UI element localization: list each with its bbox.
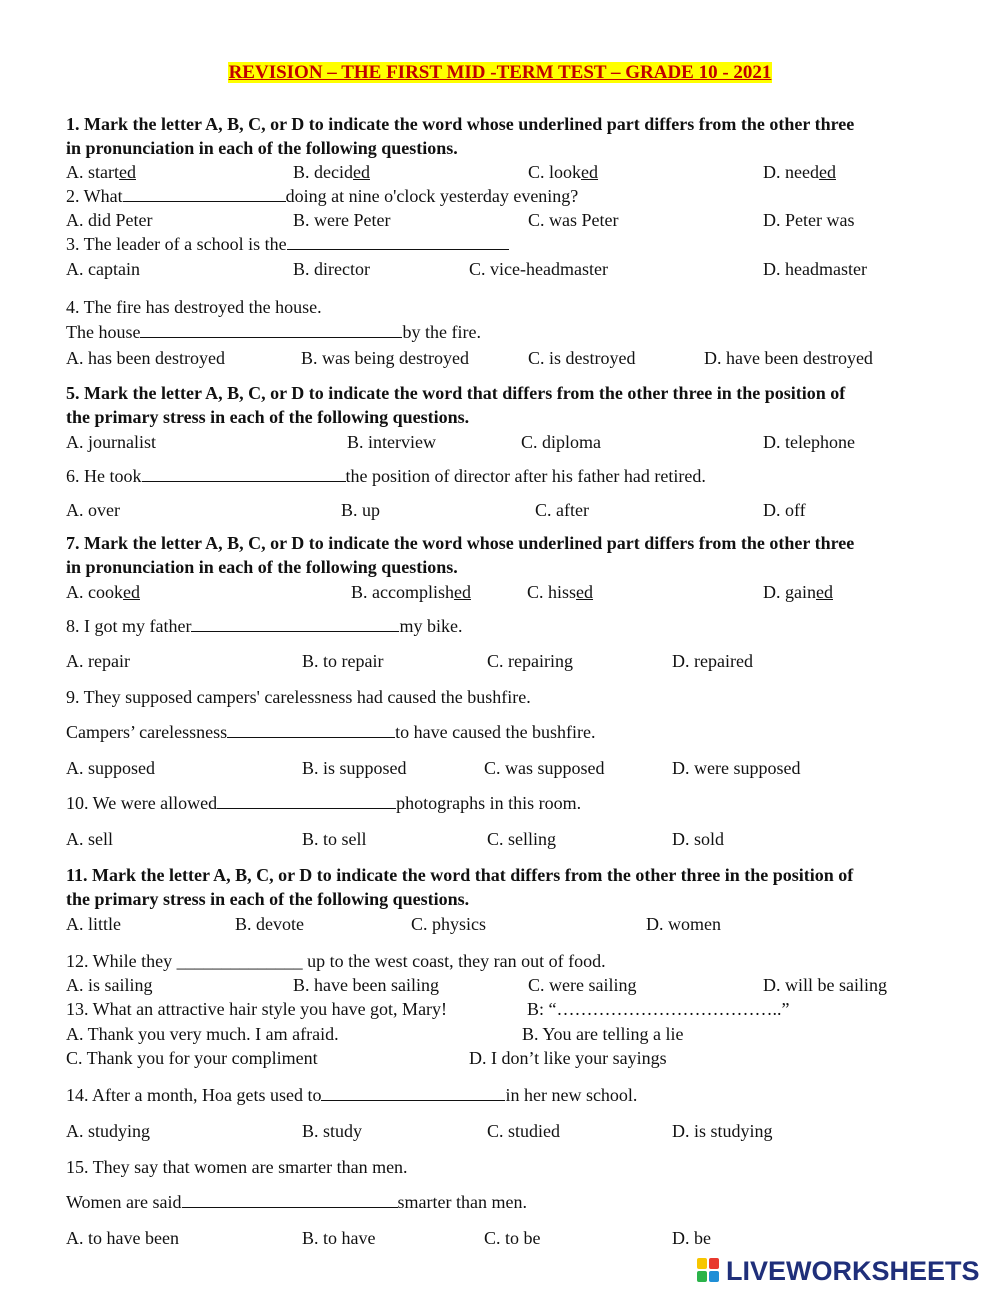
q9-option-a[interactable]: A. supposed — [66, 758, 155, 778]
q12-option-b[interactable]: B. have been sailing — [293, 975, 439, 995]
q7-option-c[interactable]: C. hissed — [527, 582, 594, 602]
q1-instruction-line-2: in pronunciation in each of the following questions. — [66, 138, 458, 158]
q7-instruction-line-1: 7. Mark the letter A, B, C, or D to indicate the word whose underlined part differs from the other three — [66, 533, 855, 553]
q14-option-a[interactable]: A. studying — [66, 1121, 151, 1141]
q9-blank[interactable] — [227, 721, 395, 738]
q7-option-d[interactable]: D. gained — [763, 582, 833, 602]
q9-option-b[interactable]: B. is supposed — [302, 758, 407, 778]
q3-option-a[interactable]: A. captain — [66, 259, 140, 279]
q10-option-d[interactable]: D. sold — [672, 829, 725, 849]
q6-option-c[interactable]: C. after — [535, 500, 589, 520]
q5-option-a[interactable]: A. journalist — [66, 432, 156, 452]
q4-option-b[interactable]: B. was being destroyed — [301, 348, 469, 368]
q11-instruction-line-2: the primary stress in each of the following questions. — [66, 889, 470, 909]
q4-option-d[interactable]: D. have been destroyed — [704, 348, 873, 368]
q11-option-b[interactable]: B. devote — [235, 914, 304, 934]
q5-option-c[interactable]: C. diploma — [521, 432, 601, 452]
q2-blank[interactable] — [123, 185, 286, 202]
q3-option-b[interactable]: B. director — [293, 259, 370, 279]
q8-blank[interactable] — [191, 615, 399, 632]
q6-blank[interactable] — [142, 465, 346, 482]
q15-question: Women are said smarter than men. — [66, 1192, 527, 1212]
q7-option-b[interactable]: B. accomplished — [351, 582, 471, 602]
q7-instruction-line-2: in pronunciation in each of the following questions. — [66, 557, 458, 577]
q2-question: 2. What doing at nine o'clock yesterday evening? — [66, 186, 579, 206]
q14-option-b[interactable]: B. study — [302, 1121, 363, 1141]
q5-instruction-line-1: 5. Mark the letter A, B, C, or D to indicate the word that differs from the other three in the position of — [66, 383, 846, 403]
q10-question: 10. We were allowed photographs in this room. — [66, 793, 582, 813]
q11-option-a[interactable]: A. little — [66, 914, 121, 934]
q15-blank[interactable] — [182, 1191, 398, 1208]
q8-option-b[interactable]: B. to repair — [302, 651, 384, 671]
q6-option-a[interactable]: A. over — [66, 500, 120, 520]
q12-blank[interactable]: ______________ — [176, 951, 303, 971]
q2-option-c[interactable]: C. was Peter — [528, 210, 619, 230]
q10-blank[interactable] — [217, 792, 396, 809]
q9-option-d[interactable]: D. were supposed — [672, 758, 801, 778]
q2-option-b[interactable]: B. were Peter — [293, 210, 391, 230]
q11-option-d[interactable]: D. women — [646, 914, 721, 934]
q5-option-b[interactable]: B. interview — [347, 432, 436, 452]
q4-option-a[interactable]: A. has been destroyed — [66, 348, 225, 368]
q11-instruction-line-1: 11. Mark the letter A, B, C, or D to indicate the word that differs from the other three in the position of — [66, 865, 854, 885]
q13-option-b[interactable]: B. You are telling a lie — [522, 1024, 684, 1044]
q13-option-d[interactable]: D. I don’t like your sayings — [469, 1048, 667, 1068]
q14-blank[interactable] — [321, 1084, 505, 1101]
q10-option-c[interactable]: C. selling — [487, 829, 557, 849]
q10-option-b[interactable]: B. to sell — [302, 829, 367, 849]
q13-option-a[interactable]: A. Thank you very much. I am afraid. — [66, 1024, 339, 1044]
q6-question: 6. He took the position of director after his father had retired. — [66, 466, 706, 486]
q9-sentence: 9. They supposed campers' carelessness had caused the bushfire. — [66, 687, 531, 707]
q12-question: 12. While they ______________ up to the west coast, they ran out of food. — [66, 951, 606, 971]
q6-option-d[interactable]: D. off — [763, 500, 806, 520]
q8-question: 8. I got my father my bike. — [66, 616, 463, 636]
q15-option-c[interactable]: C. to be — [484, 1228, 541, 1248]
q4-sentence: 4. The fire has destroyed the house. — [66, 297, 322, 317]
q14-option-c[interactable]: C. studied — [487, 1121, 561, 1141]
q2-option-a[interactable]: A. did Peter — [66, 210, 153, 230]
q4-blank[interactable] — [140, 321, 402, 338]
q12-option-a[interactable]: A. is sailing — [66, 975, 153, 995]
q15-option-d[interactable]: D. be — [672, 1228, 711, 1248]
q4-option-c[interactable]: C. is destroyed — [528, 348, 636, 368]
q15-option-b[interactable]: B. to have — [302, 1228, 376, 1248]
q12-option-c[interactable]: C. were sailing — [528, 975, 637, 995]
page-title — [0, 61, 1000, 85]
q8-option-c[interactable]: C. repairing — [487, 651, 573, 671]
liveworksheets-logo-text: LIVEWORKSHEETS — [726, 1255, 980, 1286]
q5-option-d[interactable]: D. telephone — [763, 432, 855, 452]
q13-reply: B: “………………………………..” — [527, 999, 790, 1019]
q3-option-d[interactable]: D. headmaster — [763, 259, 867, 279]
q1-option-b[interactable]: B. decided — [293, 162, 370, 182]
liveworksheets-logo — [697, 1256, 980, 1286]
q9-question: Campers’ carelessness to have caused the bushfire. — [66, 722, 596, 742]
q10-option-a[interactable]: A. sell — [66, 829, 113, 849]
q14-option-d[interactable]: D. is studying — [672, 1121, 773, 1141]
q6-option-b[interactable]: B. up — [341, 500, 381, 520]
q12-option-d[interactable]: D. will be sailing — [763, 975, 887, 995]
q1-option-d[interactable]: D. needed — [763, 162, 836, 182]
q1-instruction-line-1: 1. Mark the letter A, B, C, or D to indicate the word whose underlined part differs from the other three — [66, 114, 855, 134]
q13-option-c[interactable]: C. Thank you for your compliment — [66, 1048, 318, 1068]
q15-sentence: 15. They say that women are smarter than men. — [66, 1157, 408, 1177]
q1-option-a[interactable]: A. started — [66, 162, 136, 182]
q11-option-c[interactable]: C. physics — [411, 914, 487, 934]
q3-blank[interactable] — [287, 233, 509, 250]
q4-question: The house by the fire. — [66, 322, 481, 342]
q1-option-c[interactable]: C. looked — [528, 162, 599, 182]
q5-instruction-line-2: the primary stress in each of the following questions. — [66, 407, 470, 427]
q2-option-d[interactable]: D. Peter was — [763, 210, 855, 230]
q3-question: 3. The leader of a school is the — [66, 233, 509, 255]
page-title-text: REVISION – THE FIRST MID -TERM TEST – GRADE 10 - 2021 — [228, 62, 772, 83]
liveworksheets-logo-icon — [697, 1258, 723, 1284]
q15-option-a[interactable]: A. to have been — [66, 1228, 179, 1248]
q14-question: 14. After a month, Hoa gets used to in her new school. — [66, 1085, 638, 1105]
q9-option-c[interactable]: C. was supposed — [484, 758, 605, 778]
q13-question: 13. What an attractive hair style you have got, Mary! — [66, 999, 448, 1019]
q8-option-a[interactable]: A. repair — [66, 651, 130, 671]
q8-option-d[interactable]: D. repaired — [672, 651, 753, 671]
q7-option-a[interactable]: A. cooked — [66, 582, 140, 602]
q3-option-c[interactable]: C. vice-headmaster — [469, 259, 608, 279]
